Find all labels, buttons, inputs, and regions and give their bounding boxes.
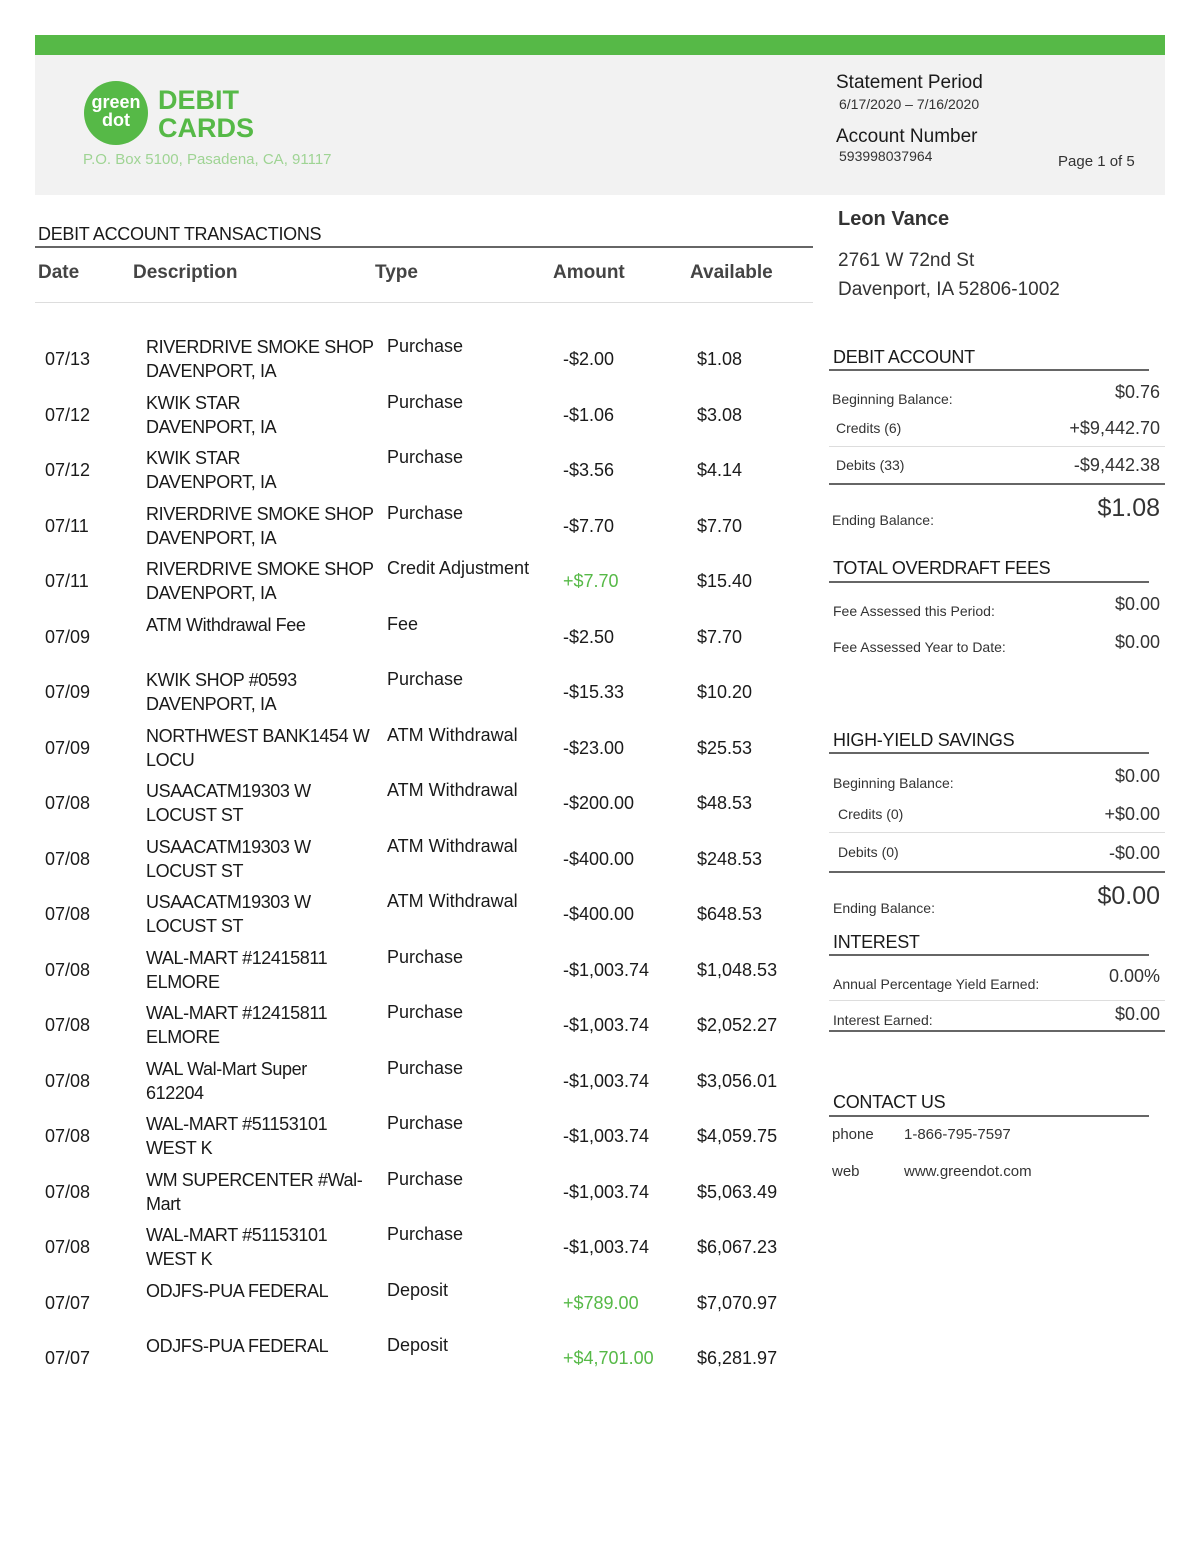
debit-credits-label: Credits (6) <box>836 420 902 436</box>
debit-debits-label: Debits (33) <box>836 457 905 473</box>
tx-amount: -$1,003.74 <box>563 1182 650 1202</box>
tx-description-line2: LOCU <box>146 750 195 770</box>
interest-title: INTEREST <box>833 932 920 952</box>
statement-period-value: 6/17/2020 – 7/16/2020 <box>839 96 980 112</box>
logo-title-line2: CARDS <box>158 113 255 143</box>
tx-description-line1: WAL-MART #51153101 <box>146 1114 328 1134</box>
debit-account-title: DEBIT ACCOUNT <box>833 347 975 367</box>
tx-amount: +$789.00 <box>563 1293 639 1313</box>
tx-type: Purchase <box>387 1113 464 1133</box>
tx-type: Purchase <box>387 392 464 412</box>
savings-divider <box>829 832 1165 833</box>
tx-description-line2: WEST K <box>146 1138 213 1158</box>
savings-beginning-value: $0.00 <box>1114 766 1160 786</box>
header-type: Type <box>375 262 418 283</box>
savings-rule <box>829 752 1149 754</box>
account-number-label: Account Number <box>836 126 978 147</box>
tx-available: $4,059.75 <box>697 1126 778 1146</box>
page-number: Page 1 of 5 <box>1058 153 1135 170</box>
tx-description-line1: WAL-MART #12415811 <box>146 948 328 968</box>
tx-amount: -$1.06 <box>563 405 615 425</box>
tx-available: $25.53 <box>697 738 753 758</box>
interest-earned-value: $0.00 <box>1114 1004 1160 1024</box>
tx-amount: -$200.00 <box>563 793 635 813</box>
company-address: P.O. Box 5100, Pasadena, CA, 91117 <box>83 151 332 168</box>
header-date: Date <box>38 262 80 283</box>
transactions-title: DEBIT ACCOUNT TRANSACTIONS <box>38 224 322 244</box>
debit-ending-value: $1.08 <box>1097 494 1160 522</box>
debit-ending-label: Ending Balance: <box>832 512 934 528</box>
tx-description-line1: NORTHWEST BANK1454 W <box>146 726 370 746</box>
tx-type: Purchase <box>387 669 464 689</box>
interest-apy-label: Annual Percentage Yield Earned: <box>833 976 1040 992</box>
tx-available: $248.53 <box>697 849 763 869</box>
tx-description-line2: DAVENPORT, IA <box>146 361 277 381</box>
tx-description-line2: LOCUST ST <box>146 805 244 825</box>
contact-web-label: web <box>832 1163 860 1180</box>
tx-available: $1,048.53 <box>697 960 778 980</box>
tx-type: Purchase <box>387 1058 464 1078</box>
tx-description-line2: DAVENPORT, IA <box>146 417 277 437</box>
overdraft-rule <box>829 581 1149 583</box>
tx-description-line1: WM SUPERCENTER #Wal- <box>146 1170 363 1190</box>
tx-description-line1: KWIK STAR <box>146 393 241 413</box>
tx-amount: -$3.56 <box>563 460 615 480</box>
tx-amount: +$7.70 <box>563 571 619 591</box>
tx-amount: -$15.33 <box>563 682 625 702</box>
account-number-value: 593998037964 <box>839 148 933 164</box>
tx-description-line2: Mart <box>146 1194 181 1214</box>
overdraft-title: TOTAL OVERDRAFT FEES <box>833 558 1051 578</box>
tx-date: 07/12 <box>45 460 91 480</box>
tx-type: Purchase <box>387 1169 464 1189</box>
tx-amount: +$4,701.00 <box>563 1348 654 1368</box>
tx-description-line1: WAL-MART #51153101 <box>146 1225 328 1245</box>
tx-description-line1: ODJFS-PUA FEDERAL <box>146 1281 329 1301</box>
contact-rule <box>829 1115 1149 1117</box>
debit-beginning-value: $0.76 <box>1114 382 1160 402</box>
tx-available: $7.70 <box>697 627 743 647</box>
tx-date: 07/08 <box>45 1071 91 1091</box>
tx-type: Purchase <box>387 1002 464 1022</box>
tx-type: Purchase <box>387 336 464 356</box>
tx-available: $7.70 <box>697 516 743 536</box>
tx-description-line2: DAVENPORT, IA <box>146 583 277 603</box>
savings-ending-label: Ending Balance: <box>833 900 935 916</box>
tx-amount: -$2.50 <box>563 627 615 647</box>
savings-beginning-label: Beginning Balance: <box>833 775 954 791</box>
interest-total-rule <box>829 1030 1165 1032</box>
tx-description-line2: ELMORE <box>146 1027 220 1047</box>
tx-description-line1: KWIK SHOP #0593 <box>146 670 297 690</box>
debit-beginning-label: Beginning Balance: <box>832 391 953 407</box>
savings-ending-value: $0.00 <box>1097 882 1160 910</box>
tx-available: $15.40 <box>697 571 753 591</box>
customer-city: Davenport, IA 52806-1002 <box>838 279 1060 300</box>
tx-type: Deposit <box>387 1335 449 1355</box>
tx-type: ATM Withdrawal <box>387 725 518 745</box>
savings-credits-label: Credits (0) <box>838 806 904 822</box>
tx-type: Fee <box>387 614 419 634</box>
contact-web-link[interactable]: www.greendot.com <box>904 1163 1032 1180</box>
tx-type: Purchase <box>387 1224 464 1244</box>
tx-type: ATM Withdrawal <box>387 780 518 800</box>
tx-available: $7,070.97 <box>697 1293 778 1313</box>
tx-available: $3.08 <box>697 405 743 425</box>
tx-description-line1: ODJFS-PUA FEDERAL <box>146 1336 329 1356</box>
tx-available: $6,281.97 <box>697 1348 778 1368</box>
tx-type: Purchase <box>387 447 464 467</box>
customer-name: Leon Vance <box>838 208 950 230</box>
tx-amount: -$1,003.74 <box>563 960 650 980</box>
interest-earned-label: Interest Earned: <box>833 1012 933 1028</box>
tx-date: 07/09 <box>45 682 91 702</box>
top-accent-bar <box>35 35 1165 55</box>
tx-description-line2: DAVENPORT, IA <box>146 694 277 714</box>
tx-description-line2: LOCUST ST <box>146 916 244 936</box>
tx-date: 07/08 <box>45 1237 91 1257</box>
tx-available: $3,056.01 <box>697 1071 778 1091</box>
tx-description-line2: 612204 <box>146 1083 204 1103</box>
header-divider <box>35 302 813 303</box>
tx-amount: -$1,003.74 <box>563 1237 650 1257</box>
tx-date: 07/09 <box>45 738 91 758</box>
tx-description-line1: RIVERDRIVE SMOKE SHOP <box>146 337 374 357</box>
tx-date: 07/12 <box>45 405 91 425</box>
tx-type: Deposit <box>387 1280 449 1300</box>
greendot-logo-icon <box>84 81 148 145</box>
tx-available: $648.53 <box>697 904 763 924</box>
tx-date: 07/09 <box>45 627 91 647</box>
tx-type: ATM Withdrawal <box>387 891 518 911</box>
tx-date: 07/08 <box>45 904 91 924</box>
tx-description-line2: DAVENPORT, IA <box>146 472 277 492</box>
tx-amount: -$2.00 <box>563 349 615 369</box>
tx-date: 07/08 <box>45 960 91 980</box>
tx-available: $5,063.49 <box>697 1182 778 1202</box>
debit-credits-value: +$9,442.70 <box>1069 418 1160 438</box>
header-description: Description <box>133 262 238 283</box>
transactions-title-rule <box>35 246 813 248</box>
interest-divider <box>829 1000 1165 1001</box>
tx-amount: -$400.00 <box>563 849 635 869</box>
debit-divider <box>829 446 1165 447</box>
tx-description-line1: WAL Wal-Mart Super <box>146 1059 307 1079</box>
tx-available: $4.14 <box>697 460 743 480</box>
tx-type: Purchase <box>387 947 464 967</box>
tx-date: 07/08 <box>45 793 91 813</box>
savings-total-rule <box>829 871 1165 873</box>
statement-period-label: Statement Period <box>836 72 983 93</box>
header-amount: Amount <box>553 262 625 283</box>
tx-amount: -$7.70 <box>563 516 615 536</box>
tx-date: 07/07 <box>45 1293 91 1313</box>
contact-title: CONTACT US <box>833 1092 946 1112</box>
tx-description-line2: LOCUST ST <box>146 861 244 881</box>
tx-available: $6,067.23 <box>697 1237 778 1257</box>
tx-date: 07/11 <box>45 571 89 591</box>
tx-type: Credit Adjustment <box>387 558 530 578</box>
tx-date: 07/08 <box>45 1182 91 1202</box>
overdraft-ytd-label: Fee Assessed Year to Date: <box>833 639 1006 655</box>
tx-amount: -$1,003.74 <box>563 1071 650 1091</box>
tx-description-line1: USAACATM19303 W <box>146 837 311 857</box>
tx-description-line1: RIVERDRIVE SMOKE SHOP <box>146 504 374 524</box>
tx-description-line1: ATM Withdrawal Fee <box>146 615 306 635</box>
tx-description-line1: KWIK STAR <box>146 448 241 468</box>
debit-debits-value: -$9,442.38 <box>1073 455 1160 475</box>
tx-date: 07/11 <box>45 516 89 536</box>
tx-date: 07/08 <box>45 849 91 869</box>
tx-date: 07/07 <box>45 1348 91 1368</box>
tx-available: $2,052.27 <box>697 1015 778 1035</box>
savings-debits-label: Debits (0) <box>838 844 899 860</box>
overdraft-period-label: Fee Assessed this Period: <box>833 603 995 619</box>
logo-title-line1: DEBIT <box>158 85 239 115</box>
tx-description-line2: DAVENPORT, IA <box>146 528 277 548</box>
tx-available: $10.20 <box>697 682 753 702</box>
tx-amount: -$1,003.74 <box>563 1126 650 1146</box>
tx-amount: -$23.00 <box>563 738 625 758</box>
tx-type: ATM Withdrawal <box>387 836 518 856</box>
tx-description-line1: WAL-MART #12415811 <box>146 1003 328 1023</box>
tx-available: $1.08 <box>697 349 743 369</box>
customer-street: 2761 W 72nd St <box>838 250 975 271</box>
debit-account-rule <box>829 369 1149 371</box>
savings-title: HIGH-YIELD SAVINGS <box>833 730 1015 750</box>
tx-description-line1: RIVERDRIVE SMOKE SHOP <box>146 559 374 579</box>
contact-phone-label: phone <box>832 1126 874 1143</box>
tx-date: 07/08 <box>45 1126 91 1146</box>
tx-available: $48.53 <box>697 793 753 813</box>
tx-amount: -$1,003.74 <box>563 1015 650 1035</box>
tx-amount: -$400.00 <box>563 904 635 924</box>
tx-description-line1: USAACATM19303 W <box>146 781 311 801</box>
overdraft-ytd-value: $0.00 <box>1114 632 1160 652</box>
contact-phone-link[interactable]: 1-866-795-7597 <box>904 1126 1011 1143</box>
logo-word1: green <box>91 92 141 112</box>
tx-description-line2: ELMORE <box>146 972 220 992</box>
tx-type: Purchase <box>387 503 464 523</box>
savings-debits-value: -$0.00 <box>1108 843 1160 863</box>
savings-credits-value: +$0.00 <box>1104 804 1160 824</box>
overdraft-period-value: $0.00 <box>1114 594 1160 614</box>
logo-title <box>158 86 254 142</box>
interest-rule <box>829 954 1149 956</box>
interest-apy-value: 0.00% <box>1108 966 1160 986</box>
tx-date: 07/13 <box>45 349 91 369</box>
debit-total-rule <box>829 483 1165 485</box>
tx-description-line2: WEST K <box>146 1249 213 1269</box>
tx-date: 07/08 <box>45 1015 91 1035</box>
tx-description-line1: USAACATM19303 W <box>146 892 311 912</box>
logo-word2: dot <box>102 110 130 130</box>
header-available: Available <box>690 262 773 283</box>
